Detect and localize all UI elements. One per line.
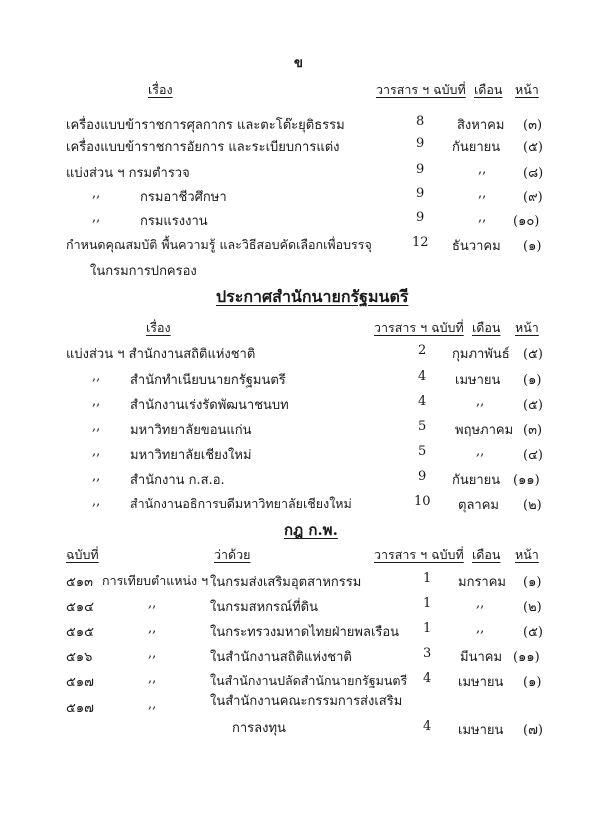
row-issue: 12 — [412, 235, 429, 250]
row-text: ในสำนักงานคณะกรรมการส่งเสริม — [210, 694, 403, 709]
row-page: (๕) — [523, 347, 543, 362]
row-prefix: ,, — [92, 210, 101, 225]
row-text: เครื่องแบบข้าราชการศุลกากร และตะโต๊ะยุติธรรม — [66, 118, 345, 133]
row-month: ตุลาคม — [458, 498, 499, 513]
row-prefix: ,, — [148, 671, 157, 686]
row-page: (๔) — [523, 448, 543, 463]
row-month: สิงหาคม — [457, 118, 505, 133]
header-no: ฉบับที่ — [66, 547, 99, 562]
row-page: (๑) — [523, 373, 542, 388]
row-text: มหาวิทยาลัยเชียงใหม่ — [130, 448, 252, 463]
header-issue: วารสาร ฯ ฉบับที่ — [374, 547, 464, 562]
row-month: ,, — [478, 210, 487, 225]
row-issue: 8 — [416, 114, 425, 129]
row-issue: 9 — [416, 210, 425, 225]
row-month: ,, — [478, 162, 487, 177]
row-text: ในกรมสหกรณ์ที่ดิน — [210, 600, 318, 615]
row-prefix: ,, — [148, 621, 157, 636]
row-month: มีนาคม — [460, 650, 503, 665]
row-no: ๕๑๓ — [66, 575, 93, 590]
row-month: ,, — [478, 186, 487, 201]
row-issue: 2 — [418, 343, 427, 358]
row-issue: 1 — [423, 571, 432, 586]
row-prefix: ,, — [148, 697, 157, 712]
row-no: ๕๑๖ — [66, 650, 93, 665]
row-issue: 3 — [423, 646, 432, 661]
row-text: กรมแรงงาน — [140, 214, 208, 229]
row-continuation: การลงทุน — [232, 721, 286, 736]
row-prefix: ,, — [92, 494, 101, 509]
row-page: (๑๑) — [513, 473, 540, 488]
row-prefix: ,, — [92, 186, 101, 201]
row-page: (๘) — [523, 166, 544, 181]
row-no: ๕๑๕ — [66, 625, 94, 640]
row-page: (๒) — [523, 498, 542, 513]
row-month: กุมภาพันธ์ — [452, 347, 510, 362]
row-prefix: การเทียบตำแหน่ง ฯ — [102, 573, 209, 588]
row-month: ,, — [476, 621, 485, 636]
row-page: (๗) — [523, 723, 543, 738]
row-page: (๕) — [523, 140, 543, 155]
row-prefix: ,, — [148, 596, 157, 611]
row-text: สำนักงานเร่งรัดพัฒนาชนบท — [130, 398, 289, 413]
row-page: (๙) — [523, 190, 543, 205]
row-month: ,, — [476, 394, 485, 409]
row-issue: 4 — [418, 369, 427, 384]
row-issue: 4 — [418, 394, 427, 409]
row-page: (๑๑) — [513, 650, 540, 665]
row-issue: 1 — [423, 596, 432, 611]
row-no: ๕๑๗ — [66, 675, 94, 690]
row-text: ในกรมส่งเสริมอุตสาหกรรม — [210, 575, 362, 590]
row-page: (๒) — [523, 600, 542, 615]
header-issue: วารสาร ฯ ฉบับที่ — [374, 320, 464, 335]
row-month: กันยายน — [452, 140, 501, 155]
row-text: เครื่องแบบข้าราชการอัยการ และระเบียบการแต่ง — [66, 140, 340, 155]
row-prefix: ,, — [92, 369, 101, 384]
row-page: (๕) — [523, 398, 543, 413]
row-prefix: ,, — [92, 469, 101, 484]
row-text: สำนักงาน ก.ส.อ. — [130, 473, 225, 488]
row-continuation: ในกรมการปกครอง — [90, 264, 197, 279]
row-text: สำนักทำเนียบนายกรัฐมนตรี — [130, 373, 286, 388]
row-issue: 9 — [416, 162, 425, 177]
row-issue: 9 — [418, 469, 427, 484]
row-page: (๑๐) — [513, 214, 540, 229]
row-no: ๕๑๗ — [66, 701, 94, 716]
page-letter: ข — [294, 56, 303, 71]
row-page: (๓) — [523, 423, 543, 438]
row-prefix: ,, — [92, 444, 101, 459]
row-issue: 10 — [414, 494, 431, 509]
row-text: กำหนดคุณสมบัติ พื้นความรู้ และวิธีสอบคัดเลือกเพื่อบรรจุ — [66, 237, 372, 252]
row-page: (๑) — [523, 675, 542, 690]
section-3-title: กฎ ก.พ. — [284, 521, 338, 539]
row-text: ในกระทรวงมหาดไทยฝ่ายพลเรือน — [210, 625, 400, 640]
row-page: (๕) — [523, 625, 543, 640]
row-month: พฤษภาคม — [455, 423, 514, 438]
row-month: เมษายน — [455, 373, 501, 388]
row-issue: 5 — [418, 444, 427, 459]
header-page: หน้า — [515, 547, 539, 562]
header-month: เดือน — [474, 82, 503, 97]
row-issue: 1 — [423, 621, 432, 636]
row-text: กรมอาชีวศึกษา — [140, 190, 227, 205]
row-month: เมษายน — [458, 675, 504, 690]
header-topic: เรื่อง — [148, 82, 173, 97]
row-page: (๑) — [523, 575, 542, 590]
header-page: หน้า — [515, 82, 539, 97]
row-month: ธันวาคม — [452, 239, 501, 254]
row-page: (๑) — [523, 239, 542, 254]
row-text: แบ่งส่วน ฯ สำนักงานสถิติแห่งชาติ — [66, 347, 256, 362]
row-prefix: ,, — [92, 394, 101, 409]
row-issue: 4 — [423, 719, 432, 734]
row-month: ,, — [476, 596, 485, 611]
row-text: ในสำนักงานปลัดสำนักนายกรัฐมนตรี — [210, 673, 408, 688]
row-month: เมษายน — [458, 723, 504, 738]
header-issue: วารสาร ฯ ฉบับที่ — [376, 82, 466, 97]
row-month: ,, — [476, 444, 485, 459]
row-issue: 9 — [416, 136, 425, 151]
row-issue: 9 — [416, 186, 425, 201]
header-month: เดือน — [472, 320, 501, 335]
row-text: ในสำนักงานสถิติแห่งชาติ — [210, 650, 352, 665]
row-page: (๓) — [523, 118, 543, 133]
row-text: สำนักงานอธิการบดีมหาวิทยาลัยเชียงใหม่ — [130, 496, 352, 511]
header-topic: เรื่อง — [146, 320, 171, 335]
row-month: มกราคม — [458, 575, 506, 590]
header-topic: ว่าด้วย — [214, 547, 251, 562]
header-month: เดือน — [472, 547, 501, 562]
row-prefix: ,, — [92, 419, 101, 434]
header-page: หน้า — [515, 320, 539, 335]
row-month: กันยายน — [452, 473, 501, 488]
row-issue: 5 — [418, 419, 427, 434]
row-prefix: ,, — [148, 646, 157, 661]
section-2-title: ประกาศสำนักนายกรัฐมนตรี — [216, 287, 409, 306]
row-text: มหาวิทยาลัยขอนแก่น — [130, 423, 252, 438]
row-no: ๕๑๔ — [66, 600, 94, 615]
row-issue: 4 — [423, 671, 432, 686]
row-text: แบ่งส่วน ฯ กรมตำรวจ — [66, 166, 190, 181]
